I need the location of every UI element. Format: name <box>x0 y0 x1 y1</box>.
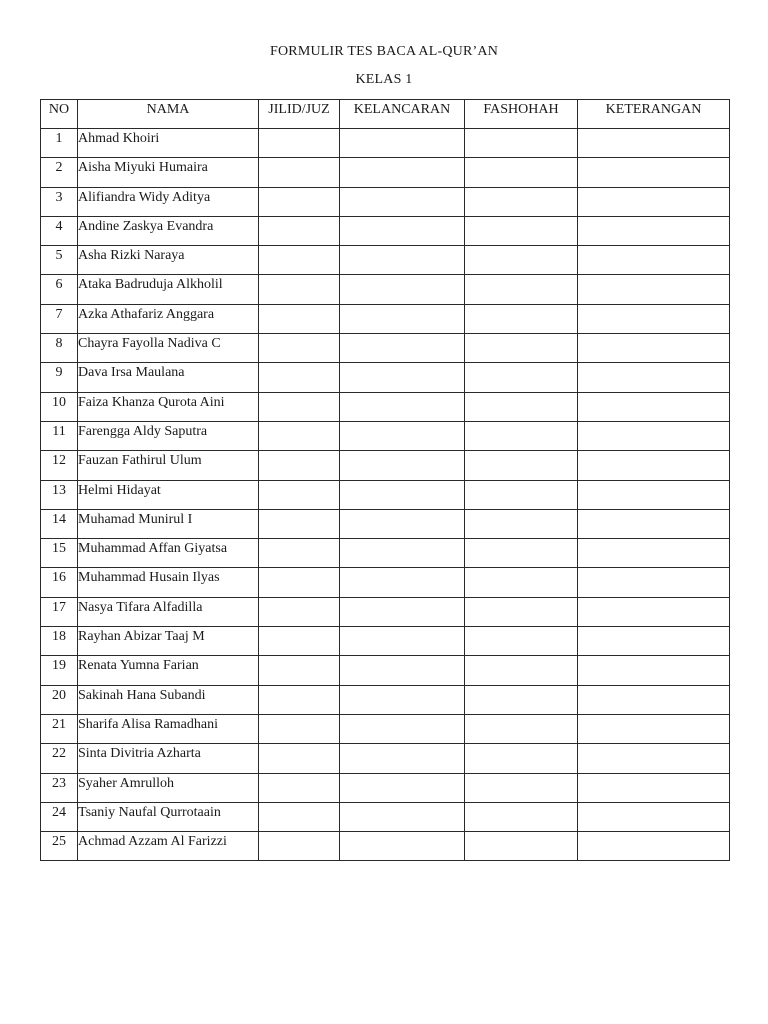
kelancaran-cell[interactable] <box>340 656 465 685</box>
kelancaran-cell[interactable] <box>340 685 465 714</box>
kelancaran-cell[interactable] <box>340 392 465 421</box>
table-row <box>41 304 730 333</box>
keterangan-cell[interactable] <box>578 363 730 392</box>
kelancaran-cell[interactable] <box>340 363 465 392</box>
student-name: Renata Yumna Farian <box>78 656 259 685</box>
header-kelancaran: KELANCARAN <box>340 100 465 129</box>
student-name: Farengga Aldy Saputra <box>78 421 259 450</box>
kelancaran-cell[interactable] <box>340 216 465 245</box>
reading-test-table <box>40 99 730 861</box>
fashohah-cell[interactable] <box>465 451 578 480</box>
row-number: 16 <box>41 568 78 597</box>
kelancaran-cell[interactable] <box>340 129 465 158</box>
jilid-juz-cell[interactable] <box>259 158 340 187</box>
kelancaran-cell[interactable] <box>340 539 465 568</box>
jilid-juz-cell[interactable] <box>259 802 340 831</box>
student-name: Helmi Hidayat <box>78 480 259 509</box>
fashohah-cell[interactable] <box>465 832 578 861</box>
jilid-juz-cell[interactable] <box>259 744 340 773</box>
kelancaran-cell[interactable] <box>340 480 465 509</box>
jilid-juz-cell[interactable] <box>259 627 340 656</box>
jilid-juz-cell[interactable] <box>259 773 340 802</box>
fashohah-cell[interactable] <box>465 246 578 275</box>
jilid-juz-cell[interactable] <box>259 275 340 304</box>
row-number: 25 <box>41 832 78 861</box>
jilid-juz-cell[interactable] <box>259 539 340 568</box>
row-number: 3 <box>41 187 78 216</box>
table-row <box>41 714 730 743</box>
keterangan-cell[interactable] <box>578 773 730 802</box>
table-row <box>41 275 730 304</box>
student-name: Aisha Miyuki Humaira <box>78 158 259 187</box>
row-number: 2 <box>41 158 78 187</box>
table-row <box>41 685 730 714</box>
jilid-juz-cell[interactable] <box>259 656 340 685</box>
fashohah-cell[interactable] <box>465 714 578 743</box>
fashohah-cell[interactable] <box>465 773 578 802</box>
keterangan-cell[interactable] <box>578 539 730 568</box>
fashohah-cell[interactable] <box>465 275 578 304</box>
student-name: Syaher Amrulloh <box>78 773 259 802</box>
kelancaran-cell[interactable] <box>340 304 465 333</box>
keterangan-cell[interactable] <box>578 480 730 509</box>
fashohah-cell[interactable] <box>465 656 578 685</box>
kelancaran-cell[interactable] <box>340 627 465 656</box>
kelancaran-cell[interactable] <box>340 187 465 216</box>
table-row <box>41 334 730 363</box>
jilid-juz-cell[interactable] <box>259 832 340 861</box>
kelancaran-cell[interactable] <box>340 158 465 187</box>
jilid-juz-cell[interactable] <box>259 304 340 333</box>
student-name: Achmad Azzam Al Farizzi <box>78 832 259 861</box>
table-row <box>41 363 730 392</box>
keterangan-cell[interactable] <box>578 568 730 597</box>
row-number: 20 <box>41 685 78 714</box>
fashohah-cell[interactable] <box>465 334 578 363</box>
table-header-row <box>41 100 730 129</box>
row-number: 24 <box>41 802 78 831</box>
row-number: 9 <box>41 363 78 392</box>
kelancaran-cell[interactable] <box>340 744 465 773</box>
student-name: Muhamad Munirul I <box>78 509 259 538</box>
keterangan-cell[interactable] <box>578 744 730 773</box>
keterangan-cell[interactable] <box>578 451 730 480</box>
kelancaran-cell[interactable] <box>340 509 465 538</box>
kelancaran-cell[interactable] <box>340 832 465 861</box>
jilid-juz-cell[interactable] <box>259 421 340 450</box>
kelancaran-cell[interactable] <box>340 275 465 304</box>
fashohah-cell[interactable] <box>465 216 578 245</box>
kelancaran-cell[interactable] <box>340 568 465 597</box>
fashohah-cell[interactable] <box>465 509 578 538</box>
table-row <box>41 509 730 538</box>
fashohah-cell[interactable] <box>465 480 578 509</box>
jilid-juz-cell[interactable] <box>259 246 340 275</box>
jilid-juz-cell[interactable] <box>259 685 340 714</box>
keterangan-cell[interactable] <box>578 392 730 421</box>
kelancaran-cell[interactable] <box>340 421 465 450</box>
student-name: Ataka Badruduja Alkholil <box>78 275 259 304</box>
header-keterangan: KETERANGAN <box>578 100 730 129</box>
keterangan-cell[interactable] <box>578 597 730 626</box>
table-row <box>41 597 730 626</box>
row-number: 7 <box>41 304 78 333</box>
row-number: 11 <box>41 421 78 450</box>
table-row <box>41 480 730 509</box>
student-name: Azka Athafariz Anggara <box>78 304 259 333</box>
fashohah-cell[interactable] <box>465 685 578 714</box>
student-name: Andine Zaskya Evandra <box>78 216 259 245</box>
keterangan-cell[interactable] <box>578 275 730 304</box>
table-row <box>41 539 730 568</box>
row-number: 22 <box>41 744 78 773</box>
table-row <box>41 773 730 802</box>
keterangan-cell[interactable] <box>578 158 730 187</box>
fashohah-cell[interactable] <box>465 129 578 158</box>
row-number: 19 <box>41 656 78 685</box>
document-title: FORMULIR TES BACA AL-QUR’AN <box>270 44 498 59</box>
keterangan-cell[interactable] <box>578 509 730 538</box>
student-name: Muhammad Husain Ilyas <box>78 568 259 597</box>
student-name: Faiza Khanza Qurota Aini <box>78 392 259 421</box>
table-row <box>41 187 730 216</box>
keterangan-cell[interactable] <box>578 216 730 245</box>
table-row <box>41 832 730 861</box>
keterangan-cell[interactable] <box>578 714 730 743</box>
keterangan-cell[interactable] <box>578 685 730 714</box>
fashohah-cell[interactable] <box>465 539 578 568</box>
table-body <box>41 129 730 861</box>
row-number: 14 <box>41 509 78 538</box>
header-jilid-juz: JILID/JUZ <box>259 100 340 129</box>
student-name: Rayhan Abizar Taaj M <box>78 627 259 656</box>
table-row <box>41 627 730 656</box>
row-number: 4 <box>41 216 78 245</box>
keterangan-cell[interactable] <box>578 246 730 275</box>
fashohah-cell[interactable] <box>465 627 578 656</box>
jilid-juz-cell[interactable] <box>259 714 340 743</box>
fashohah-cell[interactable] <box>465 597 578 626</box>
table-row <box>41 392 730 421</box>
student-name: Ahmad Khoiri <box>78 129 259 158</box>
fashohah-cell[interactable] <box>465 744 578 773</box>
table-row <box>41 158 730 187</box>
table-row <box>41 129 730 158</box>
jilid-juz-cell[interactable] <box>259 509 340 538</box>
kelancaran-cell[interactable] <box>340 714 465 743</box>
fashohah-cell[interactable] <box>465 802 578 831</box>
row-number: 23 <box>41 773 78 802</box>
keterangan-cell[interactable] <box>578 832 730 861</box>
keterangan-cell[interactable] <box>578 187 730 216</box>
keterangan-cell[interactable] <box>578 627 730 656</box>
jilid-juz-cell[interactable] <box>259 334 340 363</box>
keterangan-cell[interactable] <box>578 129 730 158</box>
table-row <box>41 216 730 245</box>
row-number: 10 <box>41 392 78 421</box>
student-name: Muhammad Affan Giyatsa <box>78 539 259 568</box>
class-label: KELAS 1 <box>355 72 413 87</box>
student-name: Tsaniy Naufal Qurrotaain <box>78 802 259 831</box>
keterangan-cell[interactable] <box>578 304 730 333</box>
jilid-juz-cell[interactable] <box>259 392 340 421</box>
row-number: 8 <box>41 334 78 363</box>
row-number: 6 <box>41 275 78 304</box>
fashohah-cell[interactable] <box>465 304 578 333</box>
student-name: Dava Irsa Maulana <box>78 363 259 392</box>
fashohah-cell[interactable] <box>465 568 578 597</box>
kelancaran-cell[interactable] <box>340 451 465 480</box>
kelancaran-cell[interactable] <box>340 246 465 275</box>
jilid-juz-cell[interactable] <box>259 216 340 245</box>
fashohah-cell[interactable] <box>465 421 578 450</box>
row-number: 12 <box>41 451 78 480</box>
row-number: 15 <box>41 539 78 568</box>
fashohah-cell[interactable] <box>465 187 578 216</box>
table-row <box>41 802 730 831</box>
student-name: Asha Rizki Naraya <box>78 246 259 275</box>
row-number: 21 <box>41 714 78 743</box>
table-row <box>41 451 730 480</box>
row-number: 17 <box>41 597 78 626</box>
jilid-juz-cell[interactable] <box>259 451 340 480</box>
student-name: Sakinah Hana Subandi <box>78 685 259 714</box>
jilid-juz-cell[interactable] <box>259 568 340 597</box>
jilid-juz-cell[interactable] <box>259 597 340 626</box>
table-row <box>41 246 730 275</box>
fashohah-cell[interactable] <box>465 158 578 187</box>
kelancaran-cell[interactable] <box>340 773 465 802</box>
jilid-juz-cell[interactable] <box>259 187 340 216</box>
jilid-juz-cell[interactable] <box>259 480 340 509</box>
kelancaran-cell[interactable] <box>340 597 465 626</box>
kelancaran-cell[interactable] <box>340 334 465 363</box>
student-name: Sinta Divitria Azharta <box>78 744 259 773</box>
table-row <box>41 744 730 773</box>
table-row <box>41 568 730 597</box>
header-name: NAMA <box>78 100 259 129</box>
jilid-juz-cell[interactable] <box>259 129 340 158</box>
header-no: NO <box>41 100 78 129</box>
row-number: 18 <box>41 627 78 656</box>
keterangan-cell[interactable] <box>578 656 730 685</box>
student-name: Alifiandra Widy Aditya <box>78 187 259 216</box>
student-name: Nasya Tifara Alfadilla <box>78 597 259 626</box>
student-name: Fauzan Fathirul Ulum <box>78 451 259 480</box>
fashohah-cell[interactable] <box>465 363 578 392</box>
table-row <box>41 421 730 450</box>
kelancaran-cell[interactable] <box>340 802 465 831</box>
header-fashohah: FASHOHAH <box>465 100 578 129</box>
row-number: 1 <box>41 129 78 158</box>
student-name: Sharifa Alisa Ramadhani <box>78 714 259 743</box>
table-row <box>41 656 730 685</box>
keterangan-cell[interactable] <box>578 334 730 363</box>
row-number: 13 <box>41 480 78 509</box>
row-number: 5 <box>41 246 78 275</box>
keterangan-cell[interactable] <box>578 421 730 450</box>
fashohah-cell[interactable] <box>465 392 578 421</box>
jilid-juz-cell[interactable] <box>259 363 340 392</box>
keterangan-cell[interactable] <box>578 802 730 831</box>
student-name: Chayra Fayolla Nadiva C <box>78 334 259 363</box>
